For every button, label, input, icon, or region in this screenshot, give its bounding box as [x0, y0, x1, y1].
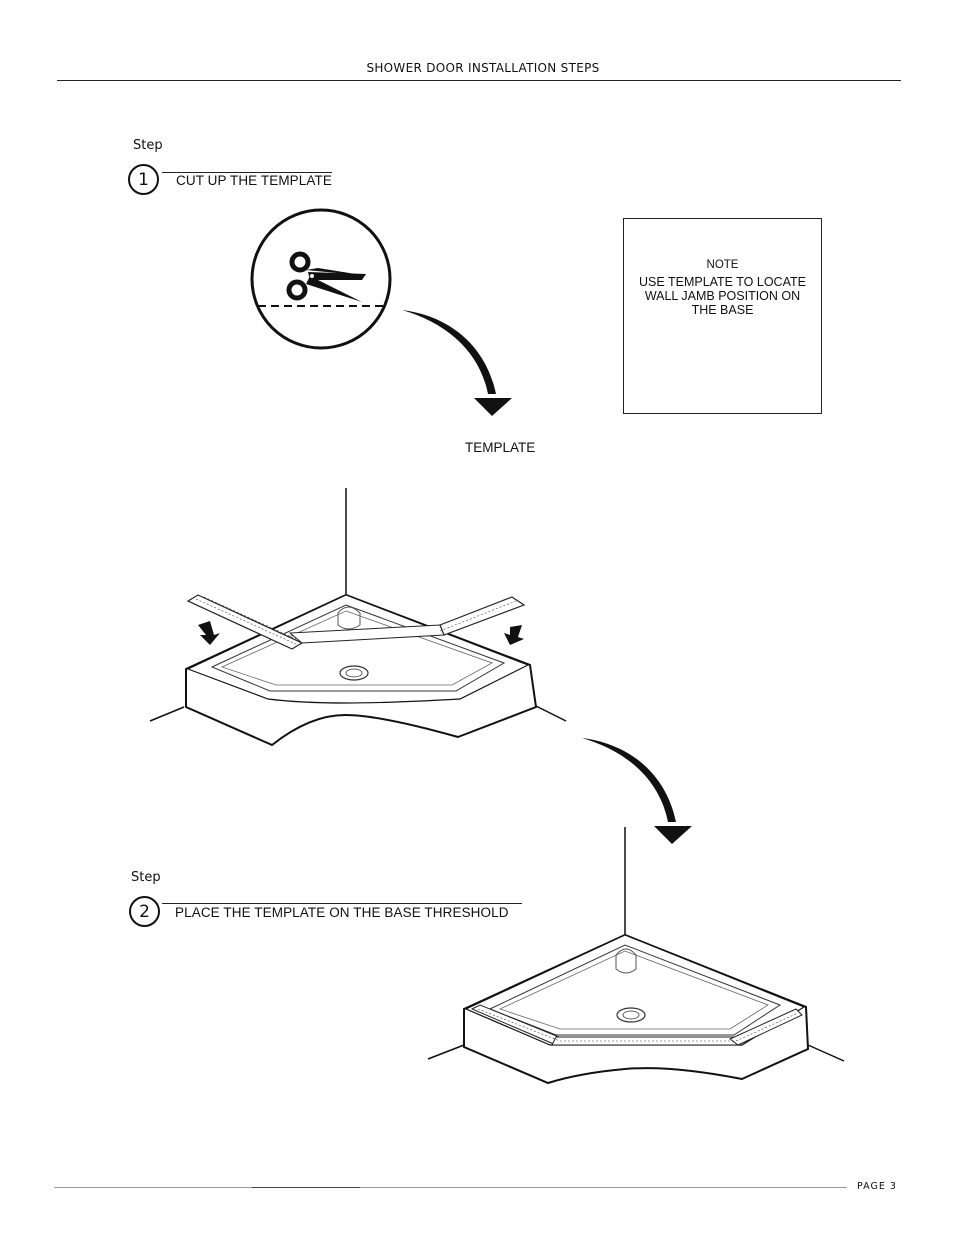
shower-base-with-template-illustration — [140, 485, 580, 755]
scissors-icon — [250, 210, 395, 352]
footer-divider-accent — [252, 1187, 360, 1188]
curved-arrow-icon — [400, 306, 520, 418]
note-text: USE TEMPLATE TO LOCATE WALL JAMB POSITION ON THE BASE — [639, 275, 806, 317]
step1-number-badge: 1 — [128, 164, 159, 195]
page-number: PAGE 3 — [857, 1181, 897, 1192]
note-label: NOTE — [706, 259, 739, 271]
step1-label: Step — [133, 138, 163, 153]
step2-number-badge: 2 — [129, 896, 160, 927]
note-box — [623, 218, 822, 414]
step1-instruction: CUT UP THE TEMPLATE — [176, 173, 332, 188]
header-divider — [57, 80, 901, 81]
template-label: TEMPLATE — [465, 440, 536, 455]
step2-instruction: PLACE THE TEMPLATE ON THE BASE THRESHOLD — [175, 905, 509, 920]
step2-label: Step — [131, 870, 161, 885]
shower-base-template-placed-illustration — [420, 825, 860, 1095]
page-header-title: SHOWER DOOR INSTALLATION STEPS — [366, 61, 600, 75]
footer-divider — [54, 1187, 847, 1188]
